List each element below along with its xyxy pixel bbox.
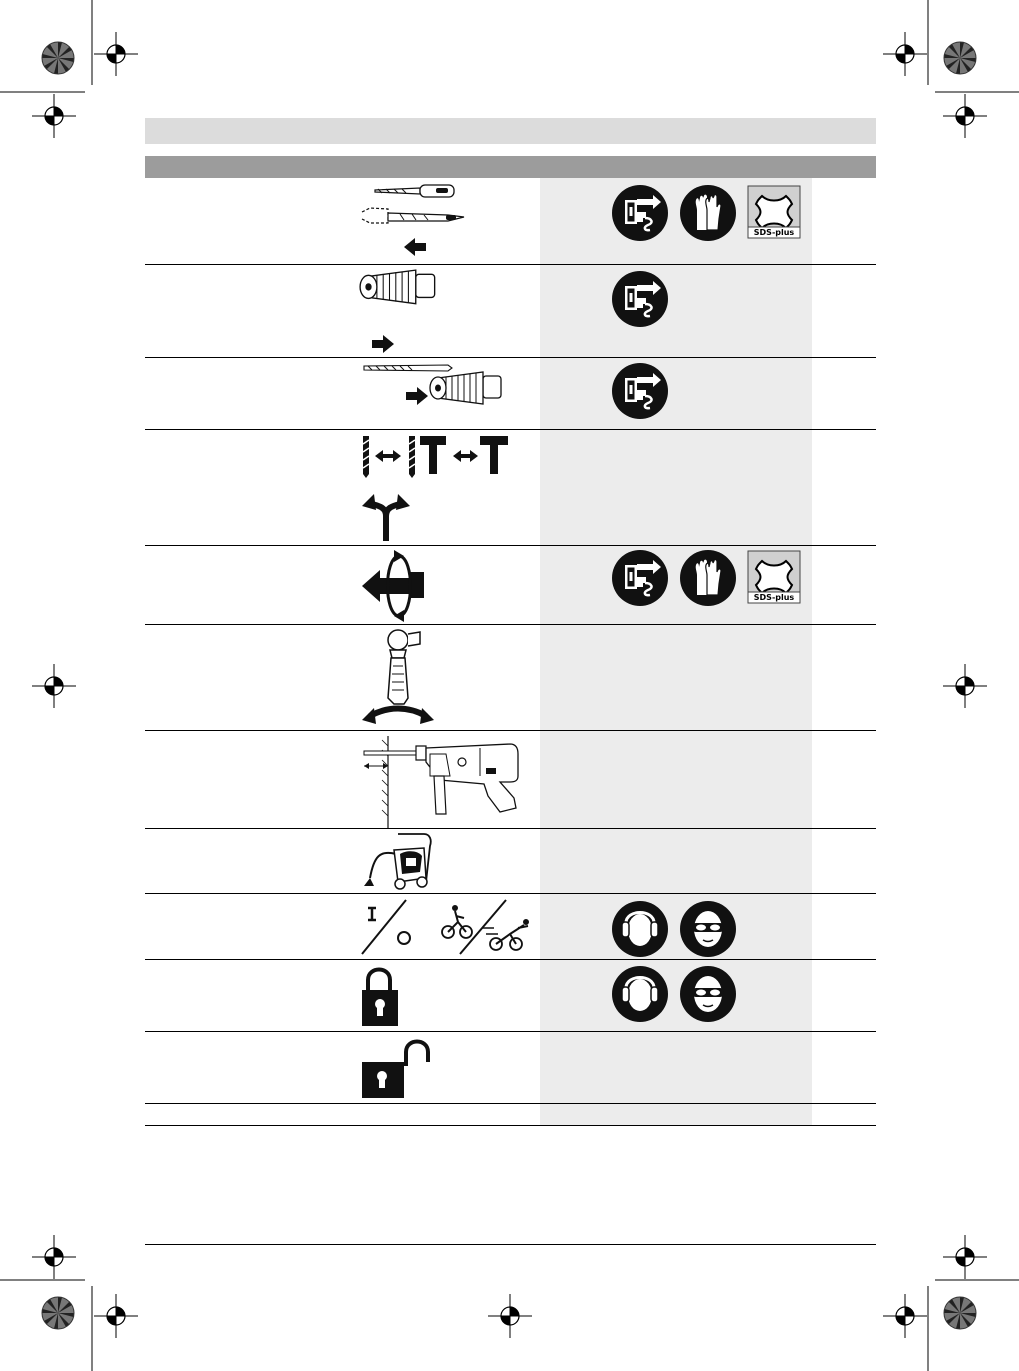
row-divider — [145, 893, 876, 894]
chuck-insert-bit-illustration — [360, 362, 510, 430]
wear-gloves-icon — [680, 550, 736, 606]
row-divider — [145, 1103, 876, 1104]
row-divider — [145, 1031, 876, 1032]
color-star-mark-tr — [944, 42, 976, 74]
unplug-before-work-icon — [612, 550, 668, 606]
dust-extraction-illustration — [360, 832, 440, 892]
row-divider — [145, 429, 876, 430]
wear-eye-protection-icon — [680, 966, 736, 1022]
row-divider — [145, 730, 876, 731]
row-9-pictograms — [612, 901, 742, 959]
unplug-before-work-icon — [612, 363, 670, 421]
unplug-before-work-icon — [612, 185, 668, 241]
auxiliary-handle-illustration — [360, 628, 440, 728]
mode-selector-illustration — [360, 434, 510, 544]
color-star-mark-bl — [42, 1297, 74, 1329]
color-star-mark-br — [944, 1297, 976, 1329]
unlock-switch-illustration — [360, 1036, 440, 1100]
page-header-band — [145, 118, 876, 144]
table-bottom-rule — [145, 1125, 876, 1126]
row-5-pictograms — [612, 550, 802, 608]
rotation-direction-illustration — [360, 550, 430, 622]
sds-plus-label: SDS-plus — [753, 593, 795, 602]
sds-plus-label: SDS-plus — [753, 228, 795, 237]
color-star-mark-tl — [42, 42, 74, 74]
row-divider — [145, 264, 876, 265]
wear-ear-protection-icon — [612, 901, 668, 957]
row-divider — [145, 959, 876, 960]
unplug-before-work-icon — [612, 271, 670, 329]
wear-eye-protection-icon — [680, 901, 736, 957]
row-divider — [145, 357, 876, 358]
switch-on-off-speed-illustration — [360, 898, 540, 958]
chuck-remove-illustration — [358, 268, 448, 358]
wear-gloves-icon — [680, 185, 736, 241]
row-10-pictograms — [612, 966, 742, 1024]
row-1-pictograms — [612, 185, 802, 243]
lock-switch-illustration — [360, 964, 410, 1028]
row-divider — [145, 545, 876, 546]
depth-stop-illustration — [360, 736, 540, 828]
row-divider — [145, 828, 876, 829]
wear-ear-protection-icon — [612, 966, 668, 1022]
footer-rule — [145, 1244, 876, 1245]
table-header-band — [145, 156, 876, 178]
sds-bit-insert-illustration — [360, 183, 470, 263]
row-divider — [145, 624, 876, 625]
